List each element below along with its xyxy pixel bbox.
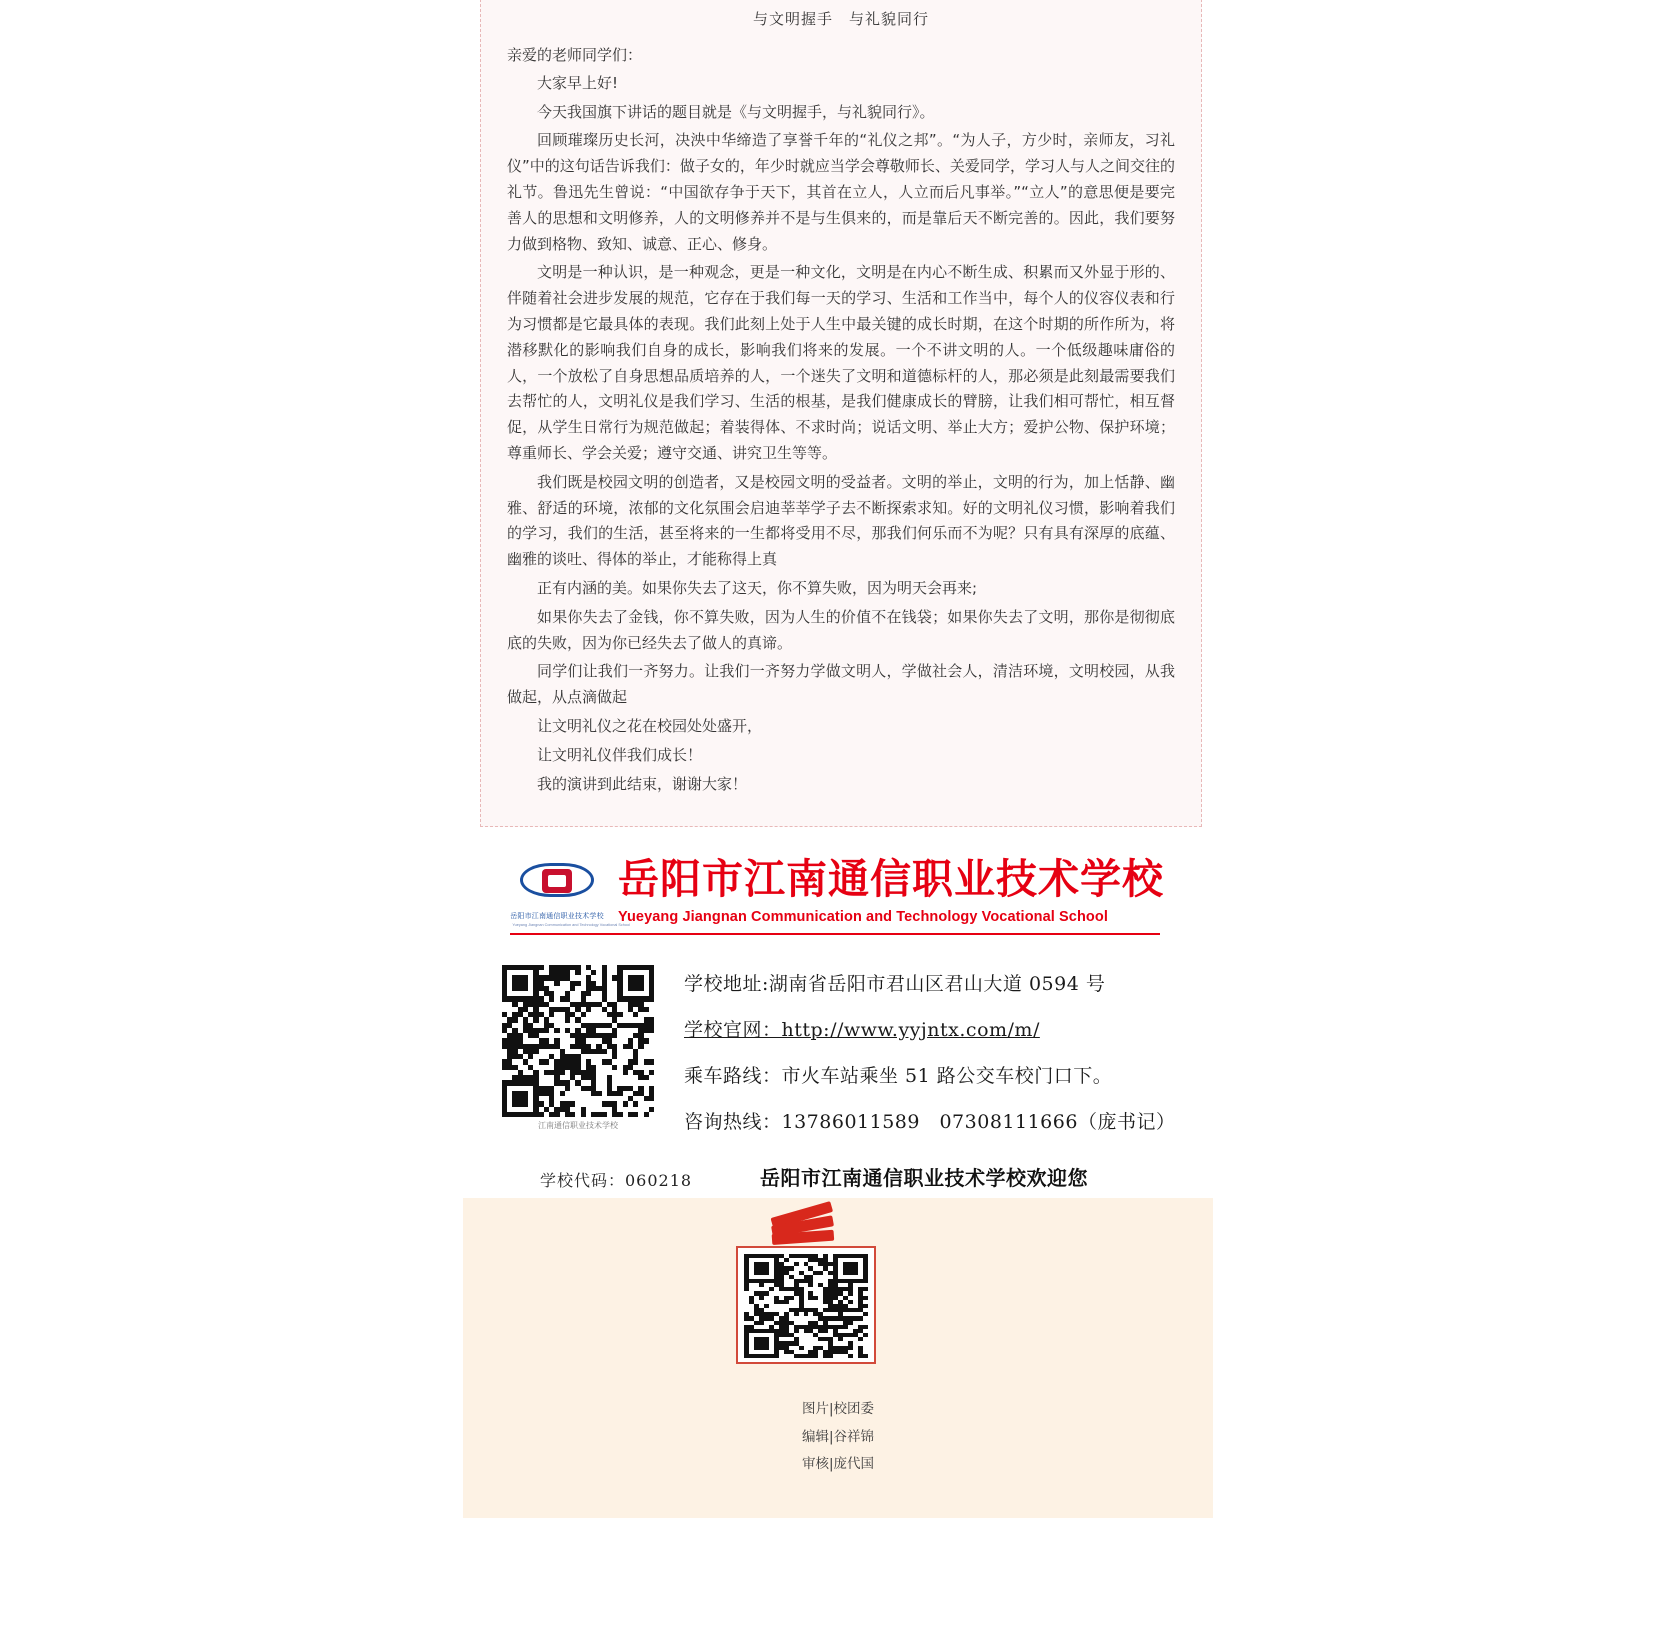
- school-address: 学校地址:湖南省岳阳市君山区君山大道 0594 号: [684, 973, 1106, 995]
- contact-lines: [684, 965, 1175, 1153]
- school-name-cn: 岳阳市江南通信职业技术学校: [618, 855, 1164, 904]
- article-paragraph: 回顾璀璨历史长河，决泱中华缔造了享誉千年的“礼仪之邦”。“为人子，方少时，亲师友，习礼仪”中的这句话告诉我们：做子女的，年少时就应当学会尊敬师长、关爱同学，学习人与人之间交往的礼节。鲁迅先生曾说：“中国欲存争于天下，其首在立人，人立而后凡事举。”“立人”的意思便是要完善人的思想和文明修养，人的文明修养并不是与生俱来的，而是靠后天不断完善的。因此，我们要努力做到格物、致知、诚意、正心、修身。: [507, 131, 1175, 253]
- article-salutation: 亲爱的老师同学们：: [507, 46, 643, 64]
- school-crest: [510, 855, 630, 927]
- footer-panel: [463, 1198, 1213, 1518]
- school-hotline: 咨询热线：13786011589 07308111666（庞书记）: [684, 1111, 1176, 1133]
- school-name-en: Yueyang Jiangnan Communication and Technology Vocational School: [618, 908, 1108, 925]
- school-welcome-line: 岳阳市江南通信职业技术学校欢迎您: [760, 1166, 1088, 1190]
- school-code: 学校代码：060218: [540, 1171, 693, 1190]
- wechat-qr-card[interactable]: [736, 1246, 876, 1364]
- school-banner: [460, 855, 1220, 1153]
- credit-reviewer: 审核|庞代国: [801, 1456, 875, 1473]
- school-website[interactable]: 学校官网：http://www.yyjntx.com/m/: [684, 1019, 1040, 1041]
- school-name-group: [618, 857, 1220, 924]
- article-paragraph: 我的演讲到此结束，谢谢大家！: [537, 774, 748, 793]
- article-paragraph: 正有内涵的美。如果你失去了这天，你不算失败，因为明天会再来;: [537, 578, 978, 597]
- school-bus-route: 乘车路线：市火车站乘坐 51 路公交车校门口下。: [684, 1065, 1113, 1087]
- flags-icon: [768, 1216, 846, 1250]
- article-title: 与文明握手 与礼貌同行: [752, 10, 929, 28]
- article-paragraph: 文明是一种认识，是一种观念，更是一种文化，文明是在内心不断生成、积累而又外显于形的、伴随着社会进步发展的规范，它存在于我们每一天的学习、生活和工作当中，每个人的仪容仪表和行为习惯都是它最具体的表现。我们此刻上处于人生中最关键的成长时期，在这个时期的所作所为，将潜移默化的影响我们自身的成长，影响我们将来的发展。一个不讲文明的人。一个低级趣味庸俗的人，一个放松了自身思想品质培养的人，一个迷失了文明和道德标杆的人，那必须是此刻最需要我们去帮忙的人，文明礼仪是我们学习、生活的根基，是我们健康成长的臂膀，让我们相可帮忙，相互督促，从学生日常行为规范做起；着装得体、不求时尚；说话文明、举止大方；爱护公物、保护环境；尊重师长、学会关爱；遵守交通、讲究卫生等等。: [507, 263, 1175, 462]
- article-paragraph: 让文明礼仪之花在校园处处盛开，: [537, 716, 763, 735]
- school-header: [460, 855, 1220, 927]
- wechat-qr-code[interactable]: [744, 1254, 868, 1358]
- crest-name-en: Yueyang Jiangnan Communication and Technology Vocational School: [512, 922, 630, 927]
- school-qr-caption: 江南通信职业技术学校: [538, 1121, 618, 1130]
- credit-photo: 图片|校团委: [801, 1401, 875, 1417]
- school-qr-code[interactable]: [502, 965, 654, 1117]
- article-paragraph: 如果你失去了金钱，你不算失败，因为人生的价值不在钱袋；如果你失去了文明，那你是彻彻底底的失败，因为你已经失去了做人的真谛。: [507, 607, 1175, 652]
- article-paragraph: 让文明礼仪伴我们成长！: [537, 745, 703, 764]
- article-paragraph: 我们既是校园文明的创造者，又是校园文明的受益者。文明的举止，文明的行为，加上恬静、幽雅、舒适的环境，浓郁的文化氛围会启迪莘莘学子去不断探索求知。好的文明礼仪习惯，影响着我们的学习，我们的生活，甚至将来的一生都将受用不尽，那我们何乐而不为呢？只有具有深厚的底蕴、幽雅的谈吐、得体的举止，才能称得上真: [507, 472, 1175, 569]
- footer-credits: [463, 1396, 1213, 1479]
- article-paragraph: 今天我国旗下讲话的题目就是《与文明握手，与礼貌同行》。: [537, 102, 935, 121]
- credit-editor: 编辑|谷祥锦: [801, 1428, 875, 1445]
- school-emblem-icon: [520, 855, 594, 909]
- speech-article-card: [480, 0, 1202, 827]
- article-paragraph: 同学们让我们一齐努力。让我们一齐努力学做文明人，学做社会人，清洁环境，文明校园，从我做起，从点滴做起: [507, 662, 1175, 707]
- contact-row: [460, 965, 1220, 1153]
- crest-name-cn: 岳阳市江南通信职业技术学校: [510, 912, 604, 920]
- school-divider: [510, 933, 1160, 935]
- article-paragraph: 大家早上好!: [537, 73, 619, 92]
